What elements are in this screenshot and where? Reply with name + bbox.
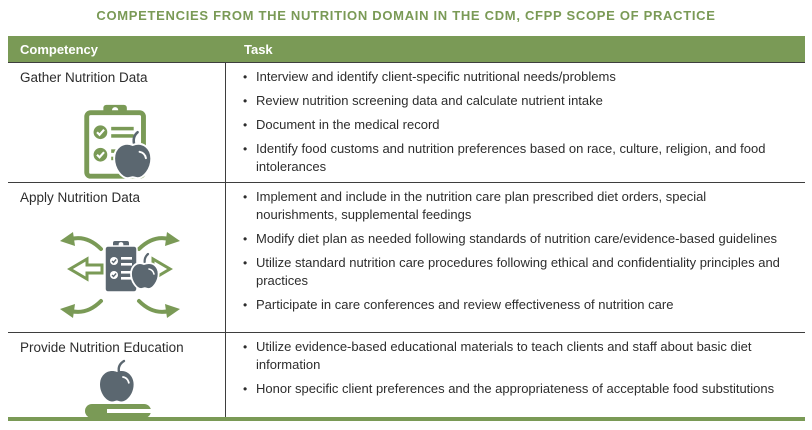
competency-cell — [8, 183, 226, 332]
task-item: • Participate in care conferences and review effectiveness of nutrition care — [243, 296, 791, 314]
competency-label: Gather Nutrition Data — [20, 70, 148, 85]
table-header-row — [8, 36, 805, 62]
task-cell — [226, 63, 805, 182]
task-item: • Utilize evidence-based educational materials to teach clients and staff about basic diet information — [243, 338, 791, 374]
task-item: • Identify food customs and nutrition preferences based on race, culture, religion, and food intolerances — [243, 140, 791, 176]
table-row-apply-nutrition-data — [8, 182, 805, 332]
task-cell — [226, 333, 805, 417]
task-item: • Modify diet plan as needed following standards of nutrition care/evidence-based guidelines — [243, 230, 791, 248]
task-cell — [226, 183, 805, 332]
competency-label: Provide Nutrition Education — [20, 340, 184, 355]
page-title: COMPETENCIES FROM THE NUTRITION DOMAIN IN THE CDM, CFPP SCOPE OF PRACTICE — [96, 8, 716, 23]
clipboard-apple-icon — [20, 103, 219, 181]
competency-cell — [8, 333, 226, 417]
clipboard-arrows-icon — [20, 229, 219, 321]
task-list — [243, 68, 793, 176]
competency-task-table — [8, 36, 805, 421]
task-item: • Document in the medical record — [243, 116, 791, 134]
table-row-provide-nutrition-education — [8, 332, 805, 417]
competency-label: Apply Nutrition Data — [20, 190, 141, 205]
competency-cell — [8, 63, 226, 182]
task-item: • Honor specific client preferences and the appropriateness of acceptable food substitutions — [243, 380, 791, 398]
task-list — [243, 338, 793, 398]
task-item: • Interview and identify client-specific nutritional needs/problems — [243, 68, 791, 86]
task-item: • Utilize standard nutrition care procedures following ethical and confidentiality principles and practices — [243, 254, 791, 290]
table-row-gather-nutrition-data — [8, 62, 805, 182]
task-list — [243, 188, 793, 314]
column-header-task: Task — [244, 41, 273, 57]
apple-book-icon — [20, 359, 219, 419]
task-item: • Review nutrition screening data and calculate nutrient intake — [243, 92, 791, 110]
task-item: • Implement and include in the nutrition care plan prescribed diet orders, special nourishments, supplemental feedings — [243, 188, 791, 224]
column-header-competency: Competency — [20, 41, 99, 57]
